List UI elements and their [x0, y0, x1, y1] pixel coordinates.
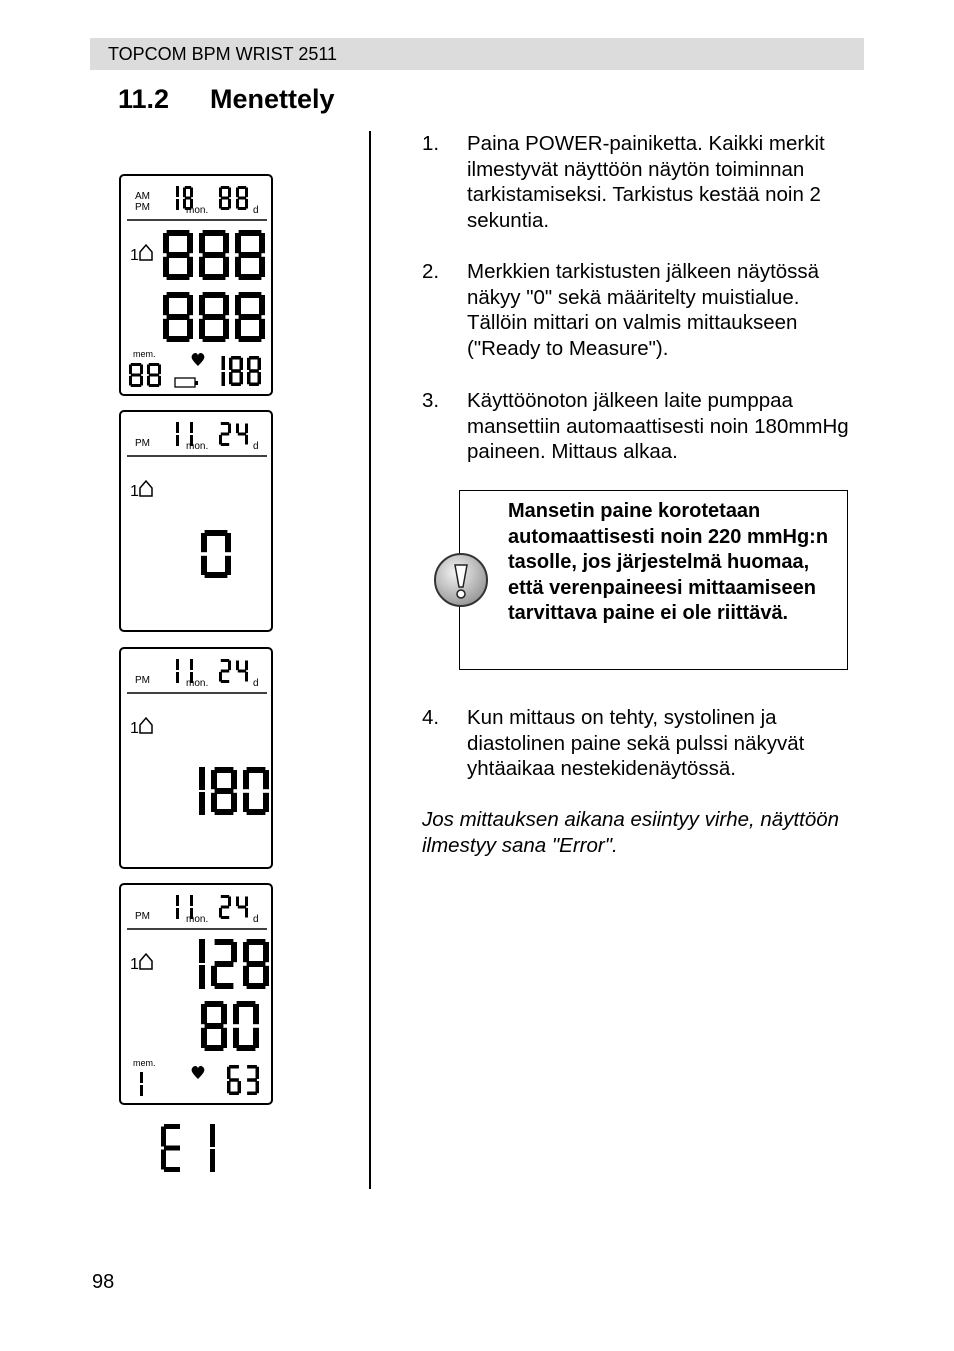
digit-0-segment-d: [205, 572, 228, 578]
lcd-3-main: [199, 767, 269, 815]
digit-0-segment-b: [176, 895, 179, 906]
lcd-2-graphic: [121, 412, 271, 630]
digit-0-segment-d: [167, 336, 190, 342]
digit-0-segment-g: [221, 906, 229, 909]
digit-1-segment-b: [223, 233, 229, 253]
digit-1-segment-a: [238, 186, 246, 189]
digit-2-segment-c: [259, 257, 265, 277]
digit-0-segment-e: [227, 1081, 231, 1093]
digit-0-segment-e: [163, 319, 169, 339]
digit-1-segment-e: [199, 319, 205, 339]
lcd-4-systolic: [199, 939, 269, 989]
digit-2-segment-d: [239, 274, 262, 280]
digit-0-segment-g: [164, 1146, 180, 1151]
digit-1-segment-g: [185, 197, 191, 200]
digit-2-segment-d: [249, 383, 259, 387]
digit-2-segment-f: [235, 233, 241, 253]
lcd-3-d-label: d: [253, 678, 259, 689]
lcd-1-mon-label: mon.: [186, 205, 209, 216]
digit-1-segment-b: [190, 895, 193, 906]
digit-0-segment-e: [219, 199, 222, 209]
column-divider: [369, 131, 371, 1189]
digit-1-segment-d: [231, 383, 241, 387]
lcd-4-pm-label: PM: [135, 911, 150, 922]
digit-0-segment-f: [129, 365, 132, 375]
digit-2-segment-b: [259, 233, 265, 253]
digit-0-segment-f: [219, 188, 222, 198]
digit-0-segment-e: [219, 908, 222, 918]
digit-1-segment-f: [183, 188, 186, 198]
digit-0-segment-b: [187, 295, 193, 315]
digit-0-segment-f: [201, 1004, 207, 1024]
digit-1-segment-b: [190, 659, 193, 670]
digit-1-segment-c: [223, 319, 229, 339]
digit-0-segment-c: [176, 672, 179, 683]
step-3-number: 3.: [422, 389, 440, 412]
digit-2-segment-g: [249, 369, 259, 373]
digit-0-segment-e: [219, 435, 222, 445]
digit-1-segment-a: [215, 939, 234, 945]
section-heading: [118, 84, 335, 115]
digit-0-segment-a: [221, 422, 229, 425]
digit-1-segment-f: [229, 358, 233, 370]
digit-2-segment-f: [243, 942, 249, 962]
digit-0-segment-d: [167, 274, 190, 280]
digit-0-segment-b: [228, 661, 231, 671]
digit-1-segment-d: [238, 207, 246, 210]
digit-0-segment-b: [199, 939, 205, 963]
digit-0-segment-c: [187, 257, 193, 277]
digit-0-segment-a: [205, 530, 228, 536]
digit-2-segment-b: [259, 295, 265, 315]
digit-1-segment-e: [211, 966, 217, 986]
digit-1-segment-a: [247, 1065, 257, 1069]
step-3-text: Käyttöönoton jälkeen laite pumppaa mansettiin automaattisesti noin 180mmHg paineen. Mittaus alkaa.: [467, 389, 849, 464]
digit-1-segment-f: [147, 365, 150, 375]
lcd-1-diastolic: [163, 292, 265, 342]
digit-1-segment-b: [190, 422, 193, 433]
digit-2-segment-b: [258, 358, 262, 370]
digit-0-segment-a: [205, 1001, 224, 1007]
lcd-1-user-label: 1: [130, 247, 139, 264]
warning-note-text: Mansetin paine korotetaan automaattisesti noin 220 mmHg:n tasolle, jos järjestelmä huomaa, että verenpaineesi mittaamiseen tarvittava paine ei ole riittävä.: [508, 500, 829, 625]
digit-2-segment-e: [235, 319, 241, 339]
digit-2-segment-c: [263, 966, 269, 986]
digit-1-segment-g: [203, 252, 226, 258]
lcd-1-systolic: [163, 230, 265, 280]
digit-1-segment-e: [229, 372, 233, 384]
step-2-number: 2.: [422, 260, 440, 283]
digit-0-segment-g: [221, 197, 229, 200]
lcd-4-mon-label: mon.: [186, 914, 209, 925]
digit-2-segment-a: [239, 230, 262, 236]
digit-2-segment-c: [258, 372, 262, 384]
page-header: [90, 38, 864, 70]
digit-2-segment-g: [239, 314, 262, 320]
lcd-4-pulse: [227, 1065, 259, 1095]
digit-1-segment-f: [211, 770, 217, 789]
digit-0-segment-g: [221, 433, 229, 436]
lcd-2-time-minute: [219, 422, 248, 446]
digit-1-segment-g: [215, 961, 234, 967]
lcd-screen-result: [119, 883, 273, 1105]
digit-2-segment-a: [239, 292, 262, 298]
digit-2-segment-c: [259, 319, 265, 339]
digit-2-segment-a: [247, 767, 266, 773]
digit-0-segment-c: [176, 908, 179, 919]
digit-1-segment-c: [240, 372, 244, 384]
digit-0-segment-a: [167, 230, 190, 236]
digit-0-segment-d: [221, 916, 229, 919]
digit-1-segment-a: [149, 363, 159, 366]
digit-1-segment-b: [231, 942, 237, 962]
digit-1-segment-f: [236, 188, 239, 198]
step-4-number: 4.: [422, 706, 440, 729]
lcd-4-mem-label: mem.: [133, 1058, 156, 1068]
digit-2-segment-a: [247, 939, 266, 945]
exclamation-warning-icon: [432, 551, 490, 609]
digit-0-segment-b: [199, 767, 205, 790]
digit-1-segment-c: [245, 672, 248, 682]
digit-0-segment-c: [176, 199, 179, 210]
digit-1-segment-c: [245, 435, 248, 445]
digit-2-segment-f: [243, 770, 249, 789]
digit-0-segment-f: [163, 233, 169, 253]
digit-1-segment-c: [223, 257, 229, 277]
digit-2-segment-d: [239, 336, 262, 342]
digit-1-segment-d: [247, 1092, 257, 1096]
digit-0-segment-d: [131, 384, 141, 387]
digit-0-segment-c: [199, 965, 205, 989]
digit-0-segment-f: [227, 1067, 231, 1079]
lcd-4-heart-icon: [192, 1066, 205, 1079]
step-1-text: Paina POWER-painiketta. Kaikki merkit ilmestyvät näyttöön näytön toiminnan tarkistamiseksi. Tarkistus kestää noin 2 sekuntia.: [467, 132, 825, 232]
digit-1-segment-g: [203, 314, 226, 320]
digit-1-segment-b: [245, 897, 248, 907]
lcd-1-mem-label: mem.: [133, 349, 156, 359]
digit-0-segment-e: [161, 1150, 166, 1170]
lcd-2-user-icon: [140, 481, 152, 496]
lcd-3-mon-label: mon.: [186, 678, 209, 689]
lcd-1-user-icon: [140, 245, 152, 260]
step-2-text: Merkkien tarkistusten jälkeen näytössä näkyy "0" sekä määritelty muistialue. Tällöin mittari on valmis mittaukseen ("Ready to Measure").: [467, 260, 820, 360]
digit-0-segment-a: [221, 186, 229, 189]
digit-0-segment-g: [167, 314, 190, 320]
digit-0-segment-a: [131, 363, 141, 366]
digit-1-segment-b: [245, 661, 248, 671]
lcd-3-graphic: [121, 649, 271, 867]
section-number: 11.2: [118, 84, 170, 114]
digit-2-segment-d: [247, 809, 266, 815]
lcd-1-heart-icon: [192, 353, 205, 366]
step-1-number: 1.: [422, 132, 440, 155]
digit-0-segment-f: [161, 1127, 166, 1147]
digit-0-segment-d: [205, 1045, 224, 1051]
digit-1-segment-b: [223, 295, 229, 315]
digit-0-segment-d: [164, 1167, 180, 1172]
digit-0-segment-d: [221, 680, 229, 683]
step-4-text: Kun mittaus on tehty, systolinen ja diastolinen paine sekä pulssi näkyvät yhtäaikaa nestekidenäytössä.: [467, 706, 805, 781]
digit-0-segment-e: [201, 556, 207, 575]
digit-0-segment-g: [221, 670, 229, 673]
digit-0-segment-g: [131, 374, 141, 377]
lcd-3-user-icon: [140, 718, 152, 733]
lcd-4-diastolic: [201, 1001, 259, 1051]
lcd-4-d-label: d: [253, 914, 259, 925]
digit-1-segment-g: [238, 197, 246, 200]
digit-1-segment-e: [233, 1028, 239, 1048]
digit-1-segment-f: [199, 295, 205, 315]
digit-0-segment-c: [222, 372, 226, 386]
digit-0-segment-c: [140, 1085, 143, 1096]
digit-1-segment-a: [215, 767, 234, 773]
digit-0-segment-b: [176, 186, 179, 197]
digit-0-segment-c: [238, 1081, 242, 1093]
digit-1-segment-a: [203, 292, 226, 298]
digit-0-segment-a: [221, 895, 229, 898]
section-title: Menettely: [210, 84, 335, 114]
lcd-4-mem-digits: [140, 1072, 143, 1096]
lcd-2-user-label: 1: [130, 483, 139, 500]
digit-0-segment-c: [221, 1028, 227, 1048]
digit-1-segment-g: [247, 1078, 257, 1082]
digit-0-segment-g: [167, 252, 190, 258]
digit-0-segment-e: [163, 257, 169, 277]
digit-1-segment-f: [199, 233, 205, 253]
digit-0-segment-b: [187, 233, 193, 253]
digit-0-segment-b: [221, 1004, 227, 1024]
digit-1-segment-e: [147, 376, 150, 386]
digit-1-segment-c: [256, 1081, 260, 1093]
digit-0-segment-b: [228, 188, 231, 198]
lcd-2-main: [201, 530, 231, 578]
digit-0-segment-b: [140, 365, 143, 375]
lcd-1-time-minute: [219, 186, 248, 210]
digit-1-segment-b: [245, 424, 248, 434]
digit-0-segment-b: [228, 897, 231, 907]
digit-1-segment-d: [149, 384, 159, 387]
digit-1-segment-g: [238, 670, 246, 673]
digit-1-segment-d: [215, 809, 234, 815]
digit-1-segment-e: [199, 257, 205, 277]
digit-2-segment-f: [235, 295, 241, 315]
digit-0-segment-a: [221, 659, 229, 662]
error-code-display: [155, 1118, 235, 1178]
digit-0-segment-b: [176, 422, 179, 433]
digit-2-segment-b: [263, 770, 269, 789]
digit-0-segment-b: [140, 1072, 143, 1083]
digit-0-segment-a: [229, 1065, 239, 1069]
digit-1-segment-d: [215, 983, 234, 989]
digit-1-segment-a: [231, 356, 241, 360]
digit-1-segment-e: [211, 793, 217, 812]
digit-0-segment-e: [201, 1028, 207, 1048]
lcd-1-d-label: d: [253, 205, 259, 216]
digit-1-segment-f: [236, 424, 239, 434]
digit-0-segment-a: [164, 1124, 180, 1129]
digit-0-segment-g: [229, 1078, 239, 1082]
lcd-4-user-label: 1: [130, 956, 139, 973]
digit-1-segment-b: [190, 188, 193, 198]
lcd-3-user-label: 1: [130, 720, 139, 737]
error-code-digits: [161, 1124, 215, 1172]
page-number: 98: [92, 1271, 115, 1293]
digit-1-segment-b: [231, 770, 237, 789]
lcd-1-graphic: [121, 176, 271, 394]
digit-1-segment-c: [210, 1149, 215, 1172]
digit-1-segment-f: [236, 897, 239, 907]
lcd-3-time-minute: [219, 659, 248, 683]
digit-0-segment-e: [219, 672, 222, 682]
digit-1-segment-b: [253, 1004, 259, 1024]
digit-2-segment-a: [249, 356, 259, 360]
digit-0-segment-c: [187, 319, 193, 339]
digit-2-segment-g: [239, 252, 262, 258]
digit-0-segment-a: [167, 292, 190, 298]
digit-0-segment-g: [205, 1023, 224, 1029]
digit-1-segment-g: [231, 369, 241, 373]
digit-2-segment-d: [247, 983, 266, 989]
lcd-1-mem-digits: [129, 363, 161, 387]
digit-1-segment-g: [215, 788, 234, 794]
digit-1-segment-b: [256, 1067, 260, 1079]
digit-1-segment-g: [238, 906, 246, 909]
digit-0-segment-d: [229, 1092, 239, 1096]
lcd-2-pm-label: PM: [135, 438, 150, 449]
digit-2-segment-e: [247, 372, 251, 384]
lcd-2-d-label: d: [253, 441, 259, 452]
digit-0-segment-d: [221, 443, 229, 446]
digit-1-segment-a: [237, 1001, 256, 1007]
lcd-3-pm-label: PM: [135, 675, 150, 686]
lcd-1-pulse: [222, 356, 262, 386]
lcd-1-pm-label: PM: [135, 202, 150, 213]
digit-2-segment-e: [243, 793, 249, 812]
digit-1-segment-a: [203, 230, 226, 236]
digit-0-segment-e: [129, 376, 132, 386]
digit-2-segment-f: [247, 358, 251, 370]
digit-0-segment-b: [176, 659, 179, 670]
digit-2-segment-g: [247, 961, 266, 967]
lcd-4-graphic: [121, 885, 271, 1103]
digit-1-segment-f: [233, 1004, 239, 1024]
digit-1-segment-b: [245, 188, 248, 198]
lcd-screen-inflating: [119, 647, 273, 869]
lcd-1-battery-icon: [175, 378, 198, 387]
warning-note-box: [459, 490, 848, 670]
digit-1-segment-f: [236, 661, 239, 671]
digit-0-segment-b: [225, 533, 231, 552]
digit-0-segment-f: [201, 533, 207, 552]
digit-1-segment-g: [238, 433, 246, 436]
digit-1-segment-d: [203, 274, 226, 280]
digit-1-segment-c: [253, 1028, 259, 1048]
error-note: Jos mittauksen aikana esiintyy virhe, näyttöön ilmestyy sana "Error".: [422, 808, 840, 857]
lcd-2-mon-label: mon.: [186, 441, 209, 452]
digit-2-segment-e: [235, 257, 241, 277]
digit-1-segment-b: [240, 358, 244, 370]
digit-1-segment-b: [158, 365, 161, 375]
digit-2-segment-b: [263, 942, 269, 962]
header-title: TOPCOM BPM WRIST 2511: [108, 44, 338, 64]
digit-1-segment-d: [237, 1045, 256, 1051]
digit-1-segment-g: [149, 374, 159, 377]
digit-0-segment-c: [176, 435, 179, 446]
lcd-4-time-minute: [219, 895, 248, 919]
lcd-screen-ready: [119, 410, 273, 632]
digit-0-segment-d: [221, 207, 229, 210]
digit-0-segment-b: [228, 424, 231, 434]
digit-1-segment-d: [203, 336, 226, 342]
digit-2-segment-e: [243, 966, 249, 986]
digit-0-segment-f: [163, 295, 169, 315]
digit-1-segment-b: [210, 1124, 215, 1147]
digit-0-segment-b: [222, 356, 226, 370]
digit-0-segment-c: [199, 792, 205, 815]
lcd-1-am-label: AM: [135, 191, 150, 202]
digit-1-segment-c: [245, 908, 248, 918]
digit-1-segment-e: [236, 199, 239, 209]
lcd-4-user-icon: [140, 954, 152, 969]
lcd-screen-all-segments: [119, 174, 273, 396]
